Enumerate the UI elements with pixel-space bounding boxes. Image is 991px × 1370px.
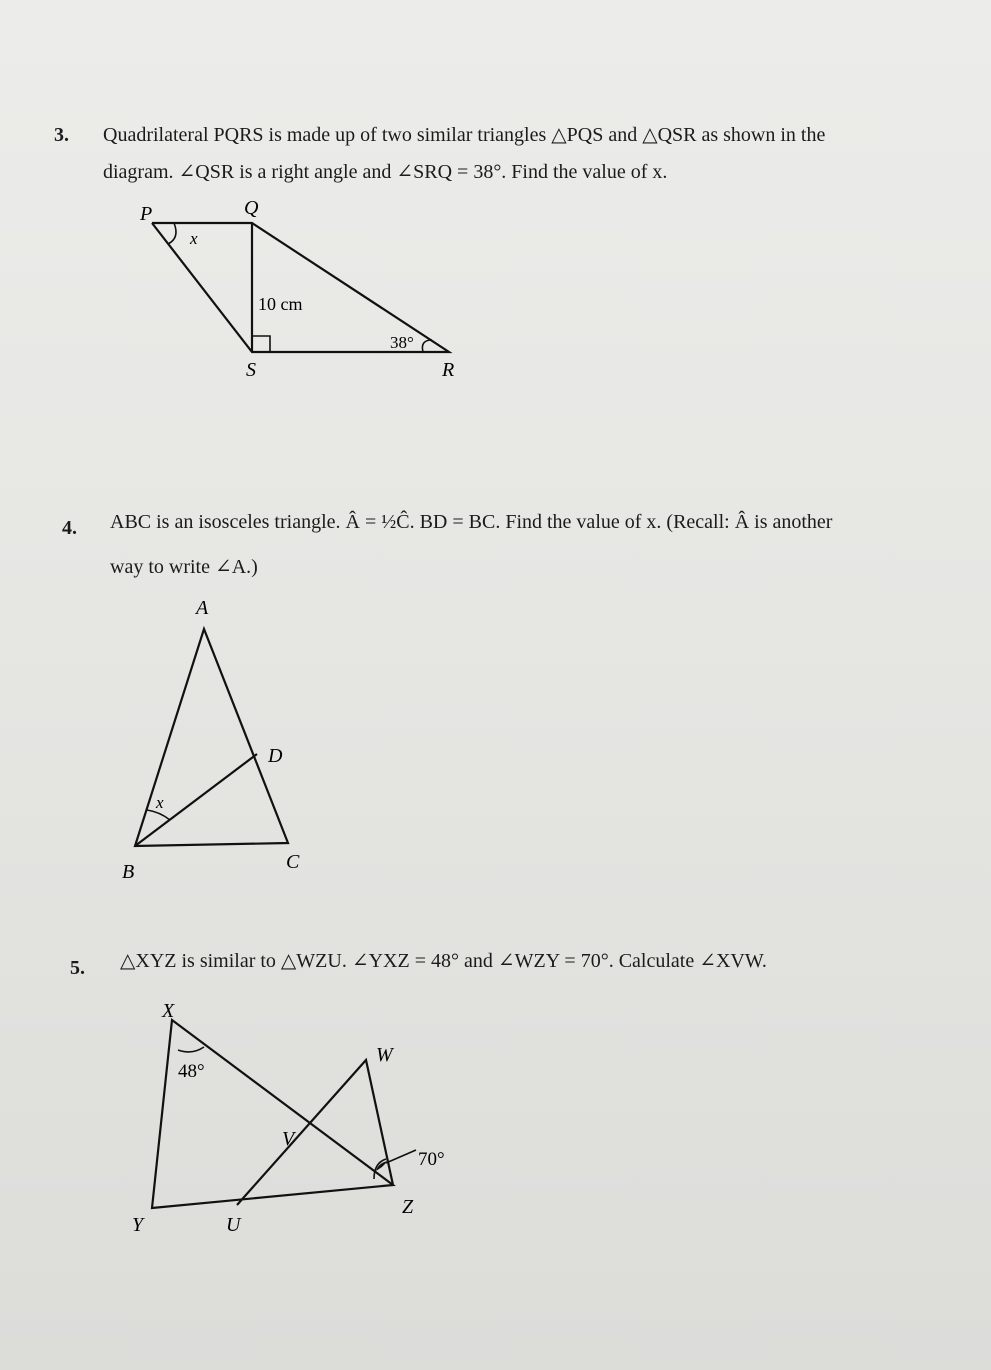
angle-label-x: x bbox=[190, 229, 198, 248]
vertex-label-s: S bbox=[246, 359, 256, 381]
angle-arc-r bbox=[422, 340, 432, 352]
question-4-line-1: ABC is an isosceles triangle. Â = ½Ĉ. BD = BC. Find the value of x. (Recall: Â is another bbox=[110, 511, 833, 533]
question-3-line-2: diagram. ∠QSR is a right angle and ∠SRQ = 38°. Find the value of x. bbox=[103, 161, 668, 183]
vertex-label-z: Z bbox=[402, 1196, 414, 1218]
question-3-number: 3. bbox=[54, 124, 69, 146]
side-label-qs: 10 cm bbox=[258, 294, 303, 314]
triangle-wzu-sides bbox=[237, 1060, 393, 1205]
vertex-label-r: R bbox=[442, 359, 455, 381]
question-4-line-2: way to write ∠A.) bbox=[110, 556, 258, 578]
angle-label-x: x bbox=[156, 793, 164, 812]
triangle-xyz bbox=[152, 1020, 393, 1208]
angle-arc-x bbox=[178, 1047, 204, 1052]
question-5-number: 5. bbox=[70, 957, 85, 979]
isosceles-triangle-abc-diagram bbox=[110, 590, 320, 890]
vertex-label-y: Y bbox=[132, 1214, 144, 1236]
quadrilateral-pqrs-diagram bbox=[120, 190, 480, 390]
vertex-label-d: D bbox=[268, 745, 283, 767]
question-3-line-1: Quadrilateral PQRS is made up of two similar triangles △PQS and △QSR as shown in the bbox=[103, 124, 826, 146]
vertex-label-b: B bbox=[122, 861, 135, 883]
segment-bd bbox=[135, 754, 257, 846]
right-angle-marker bbox=[252, 336, 270, 352]
vertex-label-q: Q bbox=[244, 197, 259, 219]
vertex-label-u: U bbox=[226, 1214, 241, 1236]
question-5-line-1: △XYZ is similar to △WZU. ∠YXZ = 48° and ∠WZY = 70°. Calculate ∠XVW. bbox=[120, 950, 767, 972]
angle-label-70: 70° bbox=[418, 1149, 445, 1170]
vertex-label-x: X bbox=[162, 1000, 175, 1022]
angle-label-48: 48° bbox=[178, 1061, 205, 1082]
vertex-label-w: W bbox=[376, 1044, 393, 1066]
angle-pointer-z bbox=[386, 1150, 416, 1163]
point-label-v: V bbox=[282, 1128, 295, 1150]
similar-triangles-xyz-wzu-diagram bbox=[120, 995, 450, 1245]
vertex-label-a: A bbox=[196, 597, 209, 619]
angle-arc-p bbox=[168, 223, 176, 244]
angle-label-r: 38° bbox=[390, 333, 414, 352]
vertex-label-p: P bbox=[140, 203, 153, 225]
vertex-label-c: C bbox=[286, 851, 300, 873]
question-4-number: 4. bbox=[62, 517, 77, 539]
